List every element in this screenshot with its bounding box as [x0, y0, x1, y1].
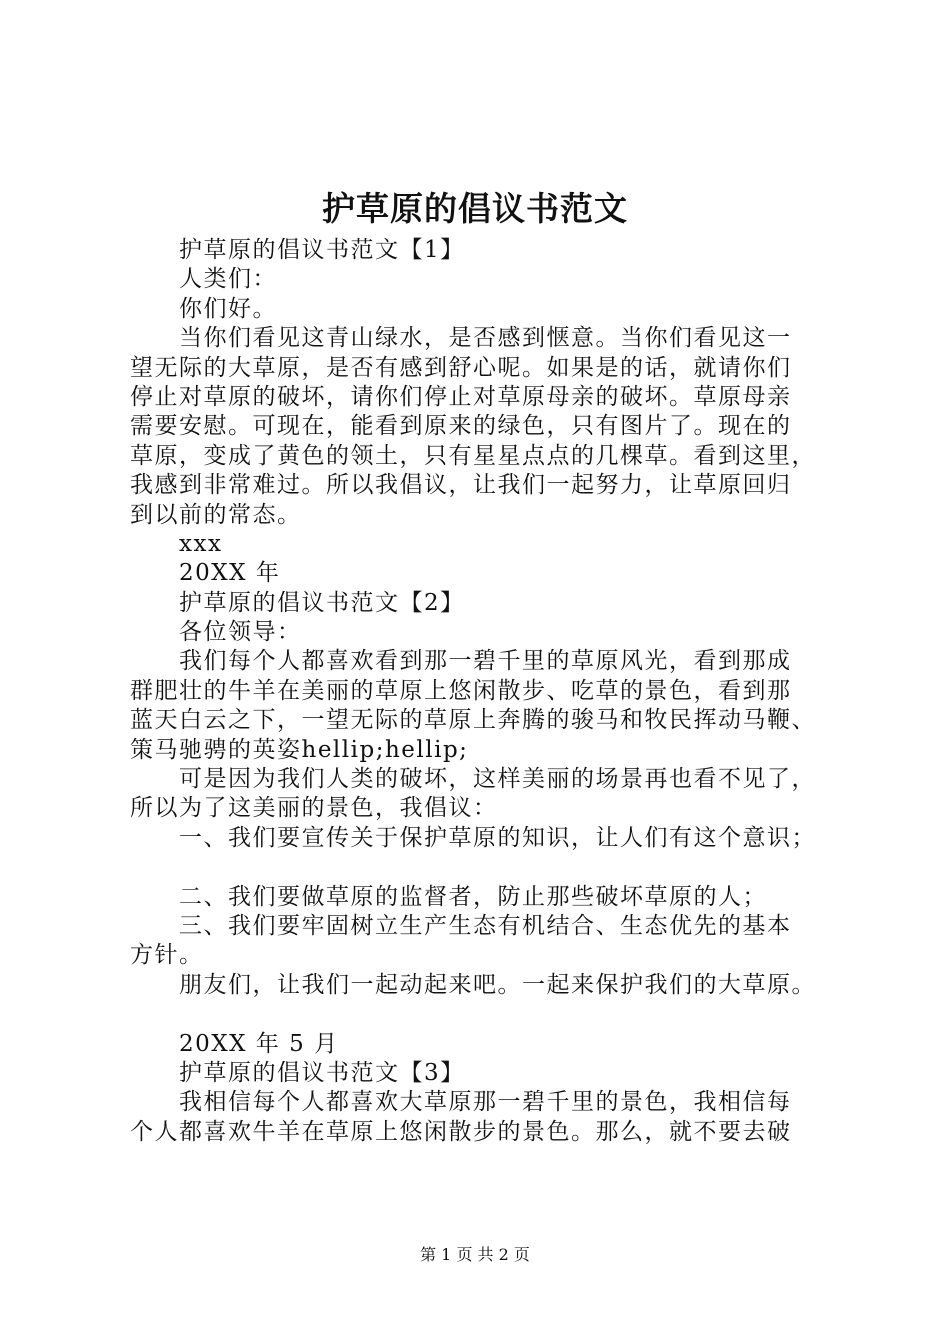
paragraph-line: 需要安慰。可现在，能看到原来的绿色，只有图片了。现在的 — [130, 413, 792, 440]
paragraph-line: 蓝天白云之下，一望无际的草原上奔腾的骏马和牧民挥动马鞭、 — [130, 707, 816, 734]
page-footer: 第 1 页 共 2 页 — [420, 1245, 530, 1264]
salutation: 人类们： — [179, 266, 277, 293]
paragraph-line: 可是因为我们人类的破坏，这样美丽的场景再也看不见了， — [179, 766, 816, 793]
paragraph-line: 当你们看见这青山绿水，是否感到惬意。当你们看见这一 — [179, 325, 792, 352]
date: 20XX 年 5 月 — [179, 1030, 339, 1057]
paragraph-line: 停止对草原的破坏，请你们停止对草原母亲的破坏。草原母亲 — [130, 383, 792, 410]
list-item: 一、我们要宣传关于保护草原的知识，让人们有这个意识； — [179, 824, 816, 851]
paragraph-line: 我们每个人都喜欢看到那一碧千里的草原风光，看到那成 — [179, 648, 792, 675]
section-heading-1: 护草原的倡议书范文【1】 — [179, 237, 465, 263]
paragraph-line: 望无际的大草原，是否有感到舒心呢。如果是的话，就请你们 — [130, 354, 792, 381]
date: 20XX 年 — [179, 560, 281, 587]
paragraph-line: 我感到非常难过。所以我倡议，让我们一起努力，让草原回归 — [130, 472, 792, 499]
paragraph-line: 草原，变成了黄色的领土，只有星星点点的几棵草。看到这里， — [130, 442, 816, 469]
list-item: 方针。 — [130, 942, 204, 969]
paragraph-line: 所以为了这美丽的景色，我倡议： — [130, 795, 498, 822]
paragraph-line: 朋友们，让我们一起动起来吧。一起来保护我们的大草原。 — [179, 971, 816, 998]
greeting: 你们好。 — [179, 295, 277, 322]
paragraph-line: 策马驰骋的英姿hellip;hellip; — [130, 736, 469, 763]
blank-line — [130, 1000, 835, 1029]
list-item: 二、我们要做草原的监督者，防止那些破坏草原的人； — [179, 883, 767, 910]
section-heading-2: 护草原的倡议书范文【2】 — [179, 589, 465, 616]
paragraph-line: 我相信每个人都喜欢大草原那一碧千里的景色，我相信每 — [179, 1089, 792, 1116]
paragraph-line: 个人都喜欢牛羊在草原上悠闲散步的景色。那么，就不要去破 — [130, 1118, 792, 1145]
document-body — [130, 236, 835, 1147]
paragraph-line: 到以前的常态。 — [130, 501, 302, 528]
list-item: 三、我们要牢固树立生产生态有机结合、生态优先的基本 — [179, 912, 792, 939]
signature: xxx — [179, 530, 223, 557]
salutation: 各位领导： — [179, 619, 302, 646]
section-heading-3: 护草原的倡议书范文【3】 — [179, 1059, 465, 1086]
document-title: 护草原的倡议书范文 — [322, 189, 628, 228]
paragraph-line: 群肥壮的牛羊在美丽的草原上悠闲散步、吃草的景色，看到那 — [130, 677, 792, 704]
blank-line — [130, 853, 835, 882]
